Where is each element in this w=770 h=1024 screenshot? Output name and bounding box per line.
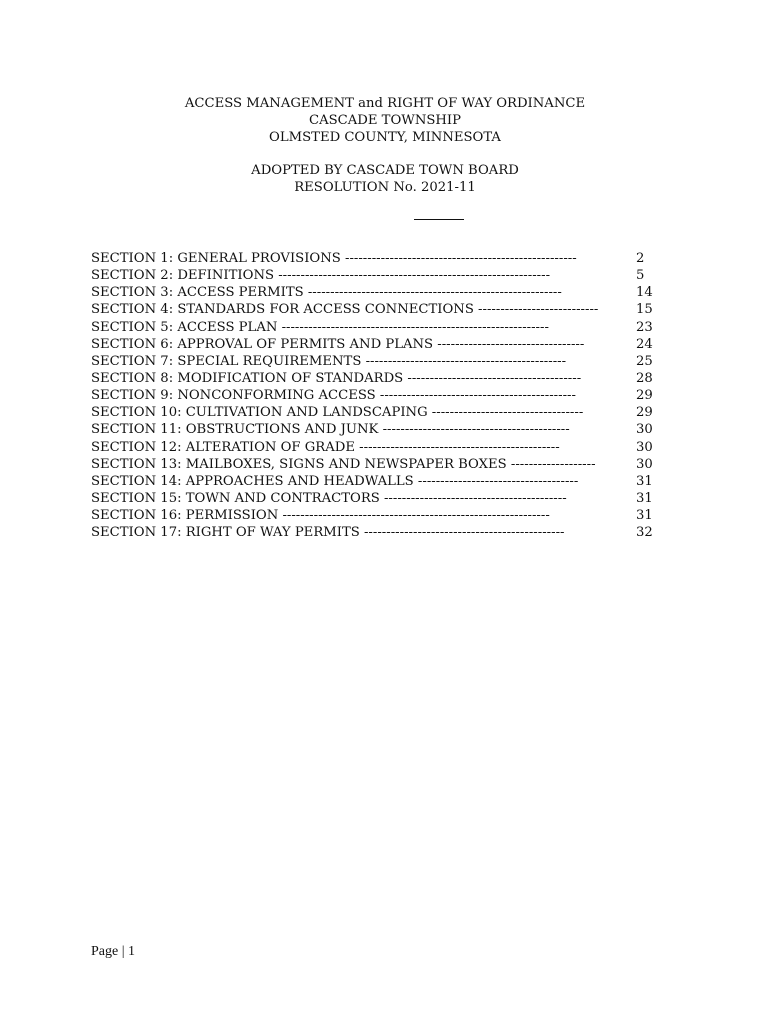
- toc-section-title: SECTION 1: GENERAL PROVISIONS ----------------------------------------------------: [91, 251, 577, 266]
- toc-row: [91, 421, 661, 438]
- county-name: OLMSTED COUNTY, MINNESOTA: [269, 130, 501, 145]
- toc-row: [91, 353, 661, 370]
- header-spacer: [0, 146, 770, 162]
- toc-section-title: SECTION 8: MODIFICATION OF STANDARDS ---------------------------------------: [91, 370, 582, 386]
- toc-page-number: 30: [636, 456, 653, 472]
- toc-page-number: 28: [636, 370, 653, 386]
- toc-section-title: SECTION 2: DEFINITIONS -------------------------------------------------------------: [91, 268, 551, 284]
- toc-row: [91, 524, 661, 541]
- toc-row: [91, 267, 661, 284]
- toc-row: [91, 387, 661, 404]
- resolution-number: RESOLUTION No. 2021-11: [294, 180, 476, 195]
- toc-page-number: 29: [636, 388, 653, 404]
- toc-row: [91, 404, 661, 421]
- toc-page-number: 24: [636, 336, 653, 352]
- toc-page-number: 25: [636, 353, 653, 369]
- toc-row: [91, 301, 661, 318]
- toc-section-title: SECTION 16: PERMISSION ------------------------------------------------------------: [91, 508, 550, 524]
- toc-row: [91, 250, 661, 267]
- toc-section-title: SECTION 7: SPECIAL REQUIREMENTS ---------------------------------------------: [91, 353, 567, 369]
- toc-section-title: SECTION 5: ACCESS PLAN ------------------------------------------------------------: [91, 319, 549, 335]
- toc-section-title: SECTION 15: TOWN AND CONTRACTORS -----------------------------------------: [91, 490, 567, 506]
- toc-row: [91, 507, 661, 524]
- toc-page-number: 29: [636, 405, 653, 421]
- adoption-line: ADOPTED BY CASCADE TOWN BOARD: [251, 163, 519, 178]
- township-name: CASCADE TOWNSHIP: [309, 113, 461, 128]
- toc-page-number: 30: [636, 439, 653, 455]
- toc-page-number: 31: [636, 508, 653, 524]
- toc-page-number: 15: [636, 302, 653, 318]
- toc-page-number: 14: [636, 285, 653, 301]
- toc-row: [91, 456, 661, 473]
- toc-page-number: 32: [636, 525, 653, 541]
- toc-section-title: SECTION 3: ACCESS PERMITS ---------------------------------------------------------: [91, 285, 562, 301]
- toc-section-title: SECTION 11: OBSTRUCTIONS AND JUNK ------------------------------------------: [91, 422, 570, 438]
- toc-page-number: 23: [636, 319, 653, 335]
- toc-section-title: SECTION 12: ALTERATION OF GRADE ---------------------------------------------: [91, 439, 560, 455]
- toc-row: [91, 319, 661, 336]
- document-title: ACCESS MANAGEMENT and RIGHT OF WAY ORDINANCE: [184, 96, 586, 111]
- toc-row: [91, 336, 661, 353]
- page-number-footer: Page | 1: [91, 944, 136, 959]
- toc-section-title: SECTION 13: MAILBOXES, SIGNS AND NEWSPAPER BOXES -------------------: [91, 456, 596, 472]
- header-divider: [414, 219, 464, 220]
- document-header: [0, 95, 770, 196]
- toc-section-title: SECTION 4: STANDARDS FOR ACCESS CONNECTIONS ---------------------------: [91, 302, 599, 318]
- toc-row: [91, 473, 661, 490]
- toc-section-title: SECTION 17: RIGHT OF WAY PERMITS ---------------------------------------------: [91, 525, 565, 541]
- toc-row: [91, 439, 661, 456]
- toc-row: [91, 284, 661, 301]
- toc-page-number: 31: [636, 490, 653, 506]
- toc-row: [91, 370, 661, 387]
- toc-section-title: SECTION 14: APPROACHES AND HEADWALLS ------------------------------------: [91, 473, 579, 489]
- toc-section-title: SECTION 6: APPROVAL OF PERMITS AND PLANS ---------------------------------: [91, 336, 585, 352]
- toc-section-title: SECTION 9: NONCONFORMING ACCESS --------------------------------------------: [91, 388, 576, 404]
- toc-page-number: 31: [636, 473, 653, 489]
- toc-page-number: 2: [636, 251, 645, 266]
- table-of-contents: [91, 250, 661, 541]
- toc-page-number: 30: [636, 422, 653, 438]
- toc-page-number: 5: [636, 268, 645, 284]
- toc-row: [91, 490, 661, 507]
- toc-section-title: SECTION 10: CULTIVATION AND LANDSCAPING ----------------------------------: [91, 405, 584, 421]
